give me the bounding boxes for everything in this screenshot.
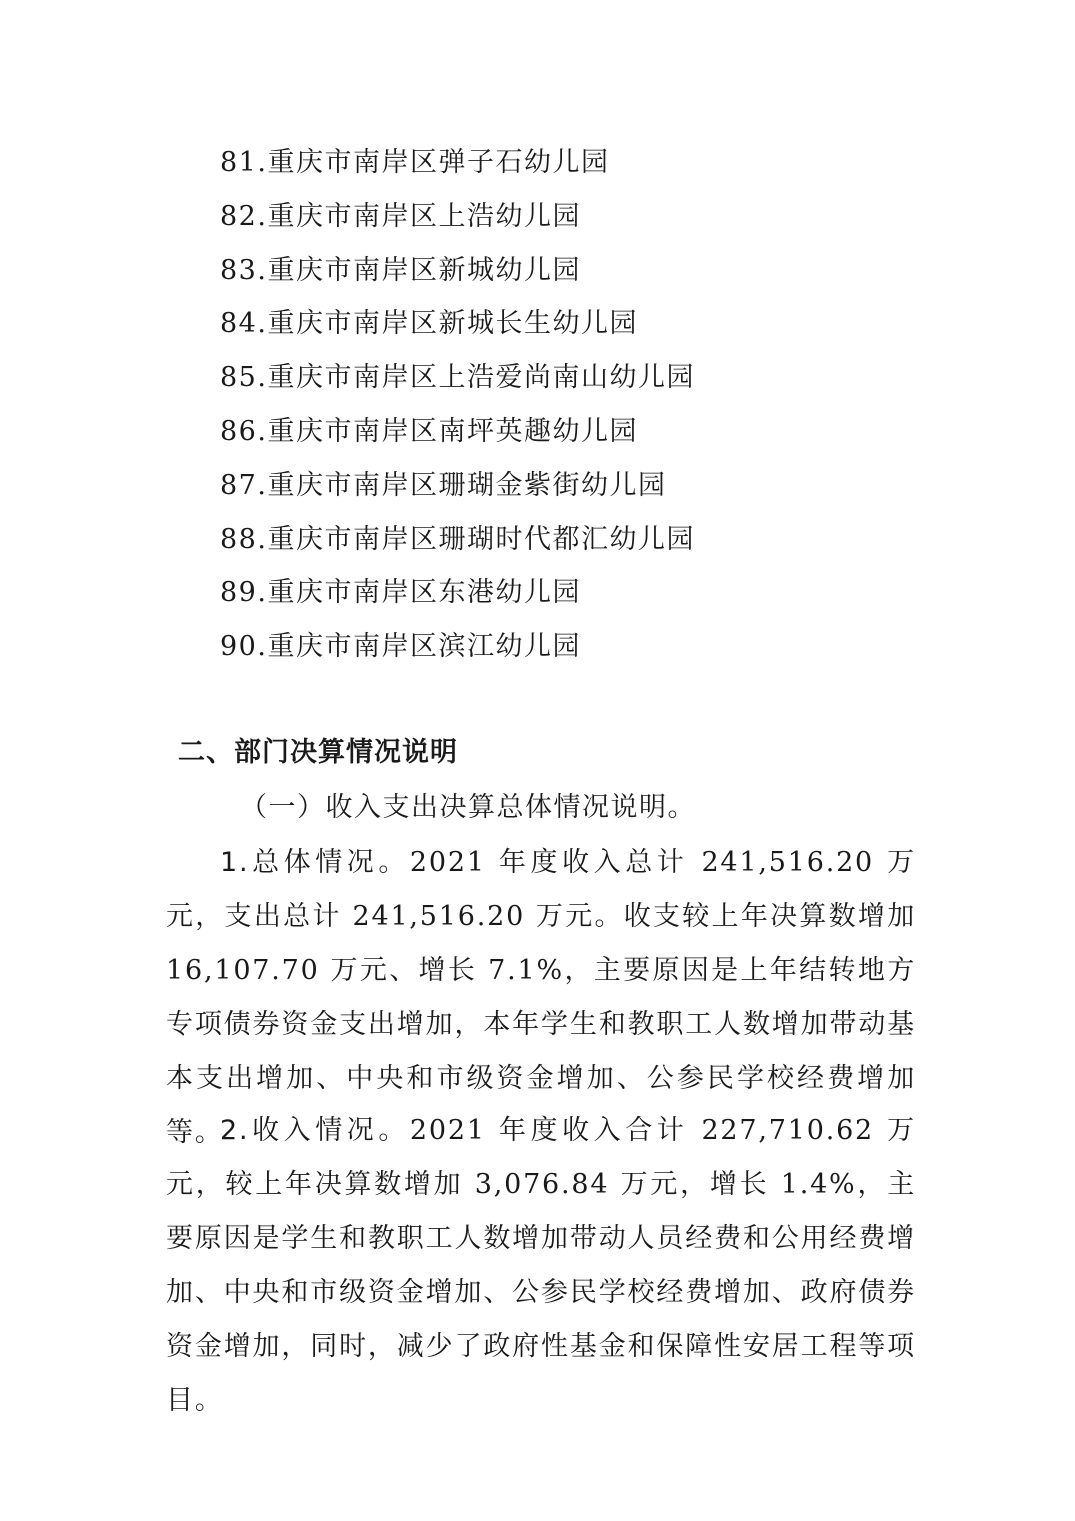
paragraph-income <box>166 1104 916 1428</box>
list-item: 88.重庆市南岸区珊瑚时代都汇幼儿园 <box>220 523 695 555</box>
list-item: 90.重庆市南岸区滨江幼儿园 <box>220 631 581 663</box>
paragraph-lead: 1.总体情况。 <box>220 847 410 878</box>
list-item: 81.重庆市南岸区弹子石幼儿园 <box>220 147 610 178</box>
list-item: 86.重庆市南岸区南坪英趣幼儿园 <box>220 415 638 447</box>
list-item: 87.重庆市南岸区珊瑚金紫街幼儿园 <box>220 469 667 501</box>
subsection-heading: （一）收入支出决算总体情况说明。 <box>240 792 696 823</box>
list-item: 84.重庆市南岸区新城长生幼儿园 <box>220 308 638 340</box>
paragraph-lead: 2.收入情况。 <box>220 1115 410 1146</box>
list-item: 85.重庆市南岸区上浩爱尚南山幼儿园 <box>220 362 695 394</box>
list-item: 82.重庆市南岸区上浩幼儿园 <box>220 200 581 232</box>
section-heading: 二、部门决算情况说明 <box>178 737 458 768</box>
kindergarten-list <box>220 136 695 674</box>
list-item: 89.重庆市南岸区东港幼儿园 <box>220 577 581 609</box>
paragraph-text: 2021 年度收入总计 241,516.20 万元，支出总计 241,516.20 万元。收支较上年决算数增加 16,107.70 万元、增长 7.1%，主要原因是上年结转地方专项债券资金支出增加，本年学生和教职工人数增加带动基本支出增加、中央和市级资金增加、公参民学校经费增加等。 <box>166 847 916 1148</box>
paragraph-text: 2021 年度收入合计 227,710.62 万元，较上年决算数增加 3,076.84 万元，增长 1.4%，主要原因是学生和教职工人数增加带动人员经费和公用经费增加、中央和市级资金增加、公参民学校经费增加、政府债券资金增加，同时，减少了政府性基金和保障性安居工程等项目。 <box>166 1115 916 1416</box>
list-item: 83.重庆市南岸区新城幼儿园 <box>220 254 581 286</box>
